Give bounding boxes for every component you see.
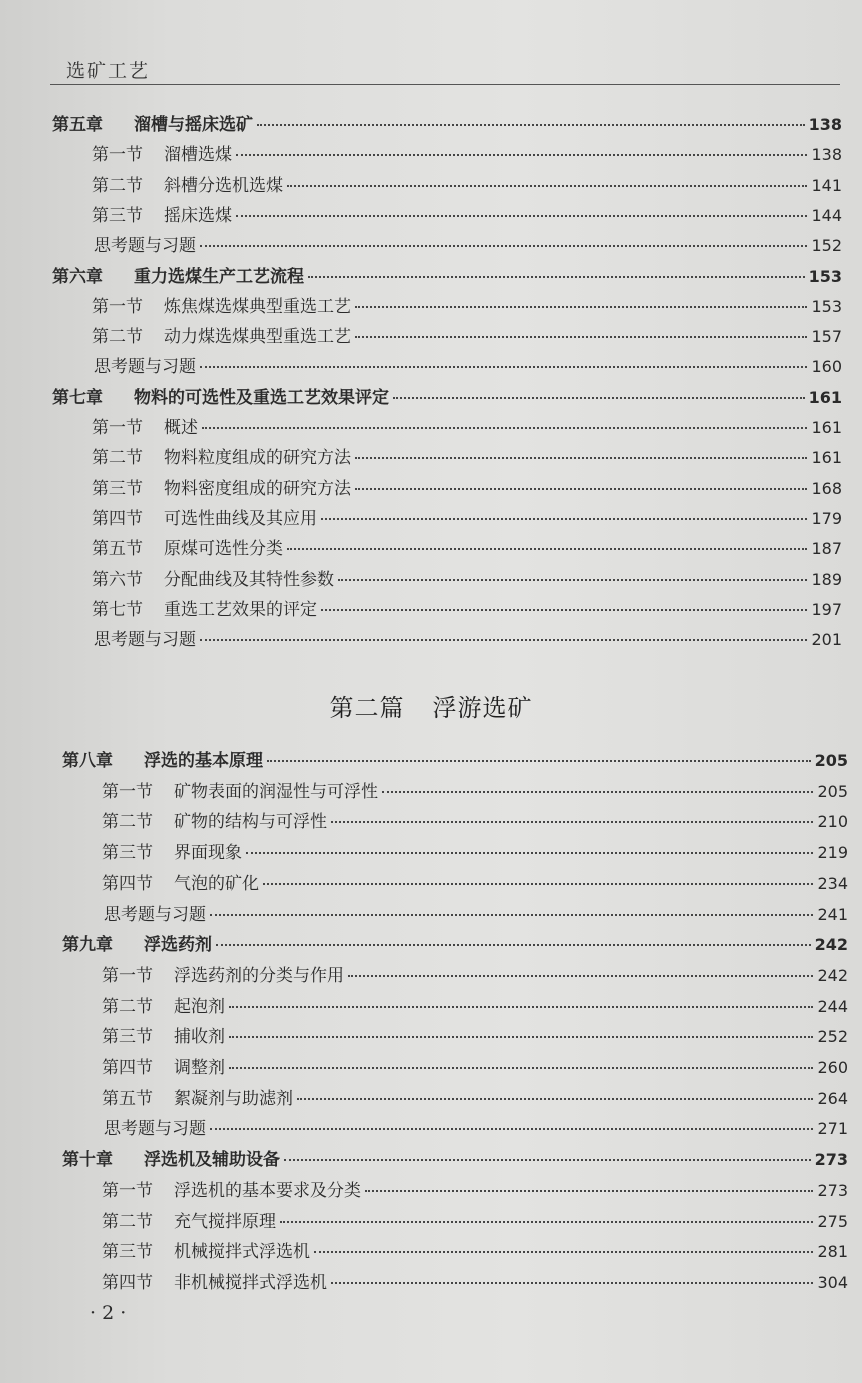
section-title: 斜槽分选机选煤 [164,175,283,196]
page-ref: 244 [817,996,848,1016]
dot-leader [210,1128,813,1130]
section-number: 第二节 [102,1211,153,1232]
section-title: 思考题与习题 [104,1119,206,1140]
toc-section-row [92,565,842,591]
chapter-title: 溜槽与摇床选矿 [134,115,253,135]
chapter-title: 重力选煤生产工艺流程 [134,266,304,287]
toc-chapter-row [52,383,842,409]
toc-section-row [92,413,842,439]
section-title: 浮选药剂的分类与作用 [174,965,344,986]
dot-leader [355,457,807,459]
page-ref: 157 [811,327,842,347]
page-ref: 153 [808,266,842,286]
dot-leader [331,1282,813,1284]
page-ref: 264 [817,1088,848,1108]
dot-leader [246,852,813,854]
section-title: 界面现象 [174,843,242,864]
section-number: 第六节 [92,569,143,590]
section-title: 物料粒度组成的研究方法 [164,448,351,469]
running-header: 选矿工艺 [66,60,151,82]
dot-leader [257,124,805,126]
section-title: 概述 [164,418,198,438]
section-number: 第五节 [92,539,143,560]
toc-section-row [92,474,842,500]
dot-leader [365,1190,813,1192]
section-number: 第五节 [102,1088,153,1109]
dot-leader [200,366,807,368]
toc-chapter-row [62,746,848,772]
toc-section-row [92,322,842,348]
toc-section-row [102,1114,848,1140]
page-ref: 281 [817,1242,848,1262]
page-ref: 138 [808,115,842,134]
part-heading [0,688,862,723]
dot-leader [236,215,807,217]
toc-section-row [92,504,842,530]
dot-leader [382,791,813,793]
dot-leader [200,245,807,247]
section-number: 第三节 [102,1027,153,1048]
section-title: 浮选机的基本要求及分类 [174,1180,361,1201]
chapter-number: 第九章 [62,935,113,956]
toc-section-row [92,534,842,560]
chapter-number: 第六章 [52,266,103,287]
toc-section-row [92,443,842,469]
dot-leader [280,1221,813,1223]
section-title: 非机械搅拌式浮选机 [174,1272,327,1293]
section-title: 调整剂 [174,1058,225,1078]
toc-section-row [102,900,848,926]
dot-leader [348,975,813,977]
toc-chapter-row [62,930,848,956]
dot-leader [216,944,811,946]
page-ref: 153 [811,296,842,316]
section-number: 第二节 [92,327,143,348]
chapter-number: 第五章 [52,115,103,135]
page-ref: 242 [817,965,848,985]
page-ref: 141 [811,175,842,195]
chapter-title: 浮选药剂 [144,935,212,956]
section-number: 第一节 [92,418,143,438]
toc-chapter-row [52,110,842,136]
section-title: 矿物的结构与可浮性 [174,812,327,833]
toc-section-row [102,807,848,833]
toc-section-row [102,992,848,1018]
page-ref: 205 [814,751,848,770]
section-number: 第二节 [92,448,143,469]
dot-leader [393,397,805,399]
section-title: 摇床选煤 [164,205,232,226]
section-title: 矿物表面的润湿性与可浮性 [174,781,378,802]
section-number: 第三节 [92,205,143,226]
page-ref: 187 [811,539,842,559]
page-ref: 260 [817,1058,848,1077]
page-ref: 161 [811,418,842,437]
page-ref: 161 [811,448,842,468]
dot-leader [236,154,807,156]
section-title: 物料密度组成的研究方法 [164,478,351,499]
section-title: 炼焦煤选煤典型重选工艺 [164,296,351,317]
dot-leader [200,639,807,641]
page-ref: 234 [817,873,848,893]
toc-section-row [102,777,848,803]
toc-section-row [92,292,842,318]
section-title: 重选工艺效果的评定 [164,599,317,620]
chapter-number: 第八章 [62,751,113,771]
chapter-title: 浮选机及辅助设备 [144,1150,280,1171]
section-title: 捕收剂 [174,1027,225,1048]
section-title: 可选性曲线及其应用 [164,508,317,529]
section-title: 分配曲线及其特性参数 [164,569,334,590]
toc-section-row [92,625,842,651]
dot-leader [229,1006,813,1008]
section-number: 第三节 [102,1242,153,1263]
page-ref: 242 [814,935,848,955]
section-title: 思考题与习题 [94,630,196,651]
dot-leader [314,1251,813,1253]
section-number: 第三节 [92,478,143,499]
section-title: 动力煤选煤典型重选工艺 [164,327,351,348]
section-number: 第三节 [102,843,153,864]
page-ref: 241 [817,904,848,924]
dot-leader [202,427,807,429]
page-ref: 168 [811,478,842,498]
section-title: 气泡的矿化 [174,873,259,894]
section-title: 机械搅拌式浮选机 [174,1242,310,1263]
section-number: 第四节 [102,1058,153,1078]
page-ref: 273 [817,1180,848,1200]
chapter-title: 浮选的基本原理 [144,751,263,771]
part-name: 浮游选矿 [432,694,533,722]
page-ref: 271 [817,1119,848,1139]
page-ref: 179 [811,508,842,528]
page-ref: 160 [811,357,842,377]
page-ref: 138 [811,145,842,165]
toc-section-row [92,231,842,257]
dot-leader [287,185,807,187]
section-number: 第一节 [102,781,153,802]
toc-section-row [102,961,848,987]
toc-section-row [102,1022,848,1048]
dot-leader [267,760,811,762]
toc-section-row [102,1237,848,1263]
dot-leader [284,1159,811,1161]
toc-section-row [102,1084,848,1110]
dot-leader [338,579,807,581]
page-ref: 197 [811,599,842,619]
section-number: 第四节 [102,1272,153,1293]
page-ref: 210 [817,812,848,832]
section-title: 思考题与习题 [94,236,196,257]
page-ref: 152 [811,236,842,256]
toc-section-row [102,838,848,864]
chapter-number: 第七章 [52,387,103,408]
toc-section-row [102,869,848,895]
dot-leader [321,609,807,611]
page-ref: 219 [817,843,848,863]
dot-leader [287,548,807,550]
dot-leader [331,821,813,823]
page-ref: 144 [811,205,842,225]
page-ref: 161 [808,387,842,407]
section-number: 第一节 [92,145,143,166]
page-ref: 273 [814,1150,848,1170]
section-title: 思考题与习题 [104,904,206,925]
dot-leader [297,1098,813,1100]
section-title: 溜槽选煤 [164,145,232,166]
dot-leader [210,914,813,916]
section-number: 第二节 [102,996,153,1017]
toc-chapter-row [62,1145,848,1171]
page-ref: 304 [817,1272,848,1292]
section-title: 原煤可选性分类 [164,539,283,560]
section-number: 第二节 [92,175,143,196]
chapter-number: 第十章 [62,1150,113,1171]
page-ref: 252 [817,1027,848,1047]
page-ref: 275 [817,1211,848,1231]
section-title: 絮凝剂与助滤剂 [174,1088,293,1109]
section-title: 充气搅拌原理 [174,1211,276,1232]
section-title: 起泡剂 [174,996,225,1017]
toc-section-row [92,201,842,227]
dot-leader [321,518,807,520]
toc-section-row [102,1207,848,1233]
page-number: · 2 · [90,1302,127,1324]
header-rule [50,84,840,85]
toc-section-row [102,1053,848,1079]
dot-leader [229,1067,813,1069]
toc-section-row [92,352,842,378]
toc-section-row [102,1176,848,1202]
section-number: 第一节 [102,965,153,986]
page-ref: 189 [811,569,842,589]
section-number: 第二节 [102,812,153,833]
section-number: 第四节 [92,508,143,529]
page-ref: 201 [811,630,842,650]
toc-chapter-row [52,262,842,288]
chapter-title: 物料的可选性及重选工艺效果评定 [134,387,389,408]
dot-leader [355,306,807,308]
section-number: 第一节 [102,1180,153,1201]
part-label: 第二篇 [329,694,405,722]
toc-section-row [102,1268,848,1294]
toc-section-row [92,171,842,197]
dot-leader [355,488,807,490]
section-number: 第四节 [102,873,153,894]
dot-leader [308,276,805,278]
dot-leader [229,1036,813,1038]
toc-section-row [92,140,842,166]
page-ref: 205 [817,781,848,801]
dot-leader [263,883,813,885]
dot-leader [355,336,807,338]
section-title: 思考题与习题 [94,357,196,378]
toc-section-row [92,595,842,621]
section-number: 第一节 [92,296,143,317]
section-number: 第七节 [92,599,143,620]
